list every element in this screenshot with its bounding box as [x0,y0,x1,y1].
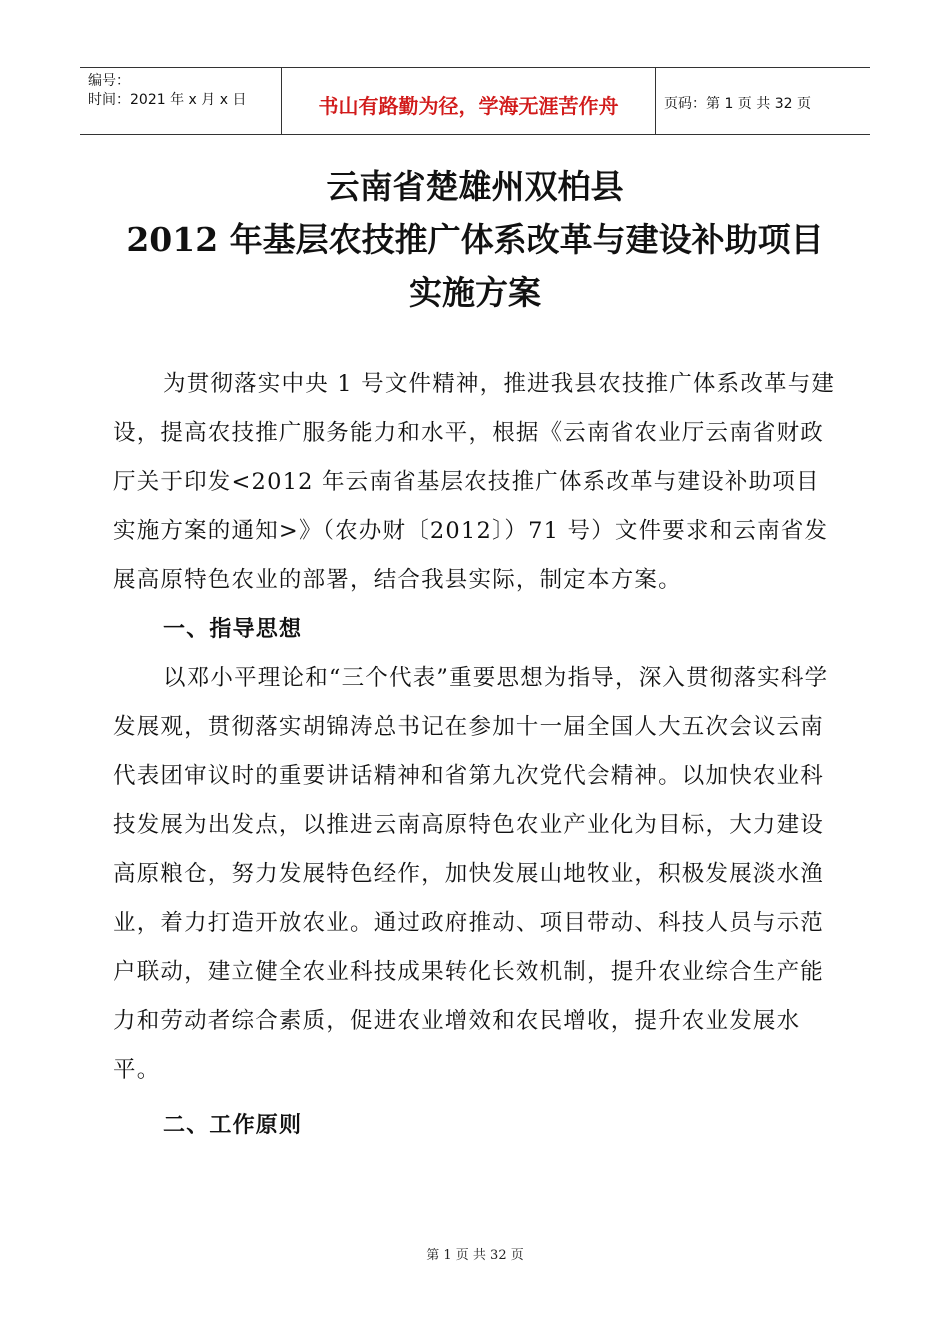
intro-paragraph: 为贯彻落实中央 1 号文件精神，推进我县农技推广体系改革与建设，提高农技推广服务能力和水平，根据《云南省农业厅云南省财政厅关于印发<2012 年云南省基层农技推广体系改革与建设补助项目实施方案的通知>》（农办财〔2012〕）71 号）文件要求和云南省发展高原特色农业的部署，结合我县实际，制定本方案。 [113,371,836,593]
section-1-heading: 一、指导思想 [163,617,303,642]
serial-label: 编号： [88,73,130,89]
header-motto: 书山有路勤为径，学海无涯苦作舟 [281,68,656,134]
section-1-paragraph: 以邓小平理论和“三个代表”重要思想为指导，深入贯彻落实科学发展观，贯彻落实胡锦涛总书记在参加十一届全国人大五次会议云南代表团审议时的重要讲话精神和省第九次党代会精神。以加快农业科技发展为出发点，以推进云南高原特色农业产业化为目标，大力建设高原粮仓，努力发展特色经作，加快发展山地牧业，积极发展淡水渔业，着力打造开放农业。通过政府推动、项目带动、科技人员与示范户联动，建立健全农业科技成果转化长效机制，提升农业综合生产能力和劳动者综合素质，促进农业增效和农民增收，提升农业发展水平。 [113,665,829,1083]
page-footer: 第 1 页 共 32 页 [426,1248,524,1263]
document-header [80,67,870,135]
document-body [113,360,843,1150]
header-meta [80,68,281,134]
time-label: 时间：2021 年 x 月 x 日 [88,92,247,108]
section-2-heading: 二、工作原则 [163,1113,303,1138]
title-line-1: 云南省楚雄州双柏县 [326,167,624,206]
title-line-3: 实施方案 [409,273,541,312]
header-page-info: 页码：第 1 页 共 32 页 [664,96,811,112]
title-line-2: 2012 年基层农技推广体系改革与建设补助项目 [126,220,824,259]
document-title [0,160,950,319]
